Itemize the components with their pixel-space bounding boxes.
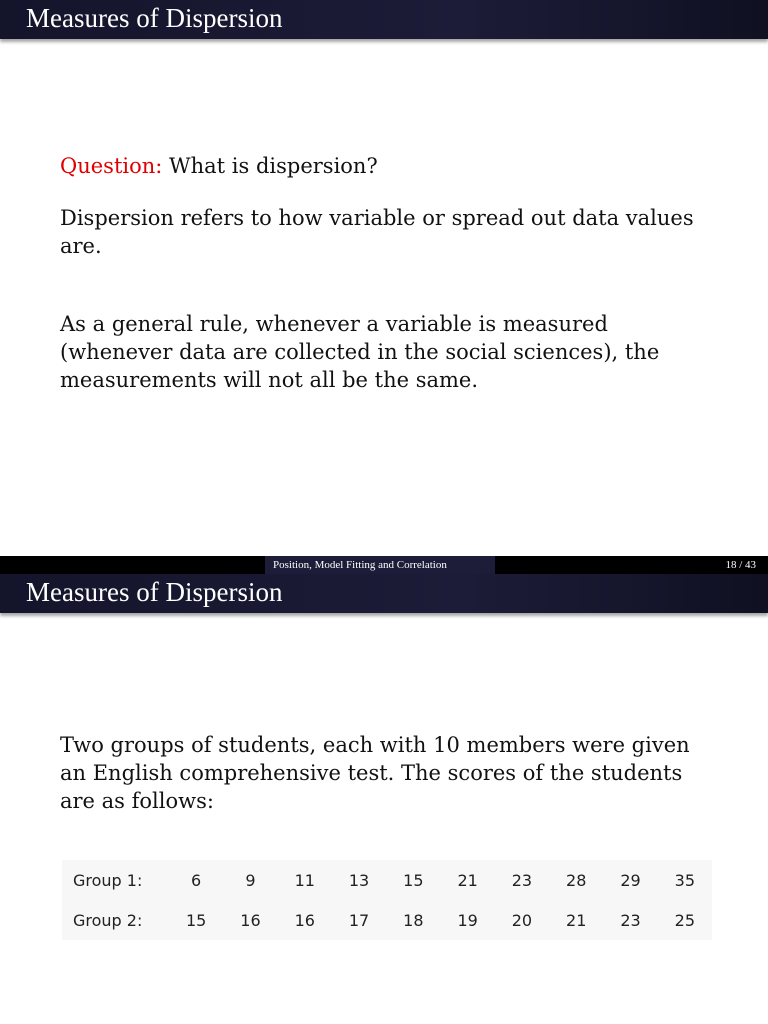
table-cell: 23 xyxy=(511,870,533,890)
slide-2 xyxy=(0,556,768,1024)
table-cell: 16 xyxy=(294,910,315,930)
row-label: Group 2: xyxy=(73,910,143,930)
table-cell: 13 xyxy=(348,870,370,890)
table-cell: 25 xyxy=(674,910,696,930)
slide-title: Measures of Dispersion xyxy=(26,577,283,607)
scores-table xyxy=(62,860,712,940)
table-cell: 15 xyxy=(403,870,424,890)
slide-title-bar xyxy=(0,0,768,39)
table-cell: 35 xyxy=(674,870,696,890)
footer-bar xyxy=(0,556,768,574)
table-row xyxy=(62,900,712,940)
slide-title-bar xyxy=(0,574,768,613)
row-label: Group 1: xyxy=(73,870,143,890)
table-row xyxy=(62,860,712,900)
question-line xyxy=(60,152,720,180)
table-cell: 16 xyxy=(240,910,261,930)
table-cell: 6 xyxy=(191,870,202,890)
table-cell: 18 xyxy=(403,910,424,930)
table-cell: 28 xyxy=(566,870,587,890)
table-cell: 19 xyxy=(457,910,478,930)
footer-page-number: 18 / 43 xyxy=(725,559,756,571)
slide-title: Measures of Dispersion xyxy=(26,3,283,33)
paragraph-text: As a general rule, whenever a variable is measured (whenever data are collected in the social sciences), the measurements will not all be the same. xyxy=(60,312,660,392)
table-cell: 17 xyxy=(348,910,370,930)
footer-section-title: Position, Model Fitting and Correlation xyxy=(265,556,495,574)
table-cell: 29 xyxy=(620,870,641,890)
table-cell: 23 xyxy=(620,910,641,930)
question-text: What is dispersion? xyxy=(162,154,378,178)
table-cell: 11 xyxy=(294,870,315,890)
answer-text: Dispersion refers to how variable or spread out data values are. xyxy=(60,206,694,258)
question-label: Question: xyxy=(60,154,163,178)
table-cell: 21 xyxy=(566,910,587,930)
table-cell: 9 xyxy=(245,870,256,890)
table-cell: 21 xyxy=(457,870,478,890)
table-cell: 20 xyxy=(511,910,533,930)
table-cell: 15 xyxy=(185,910,207,930)
paragraph-text: Two groups of students, each with 10 members were given an English comprehensive test. The scores of the students are as follows: xyxy=(60,733,690,813)
